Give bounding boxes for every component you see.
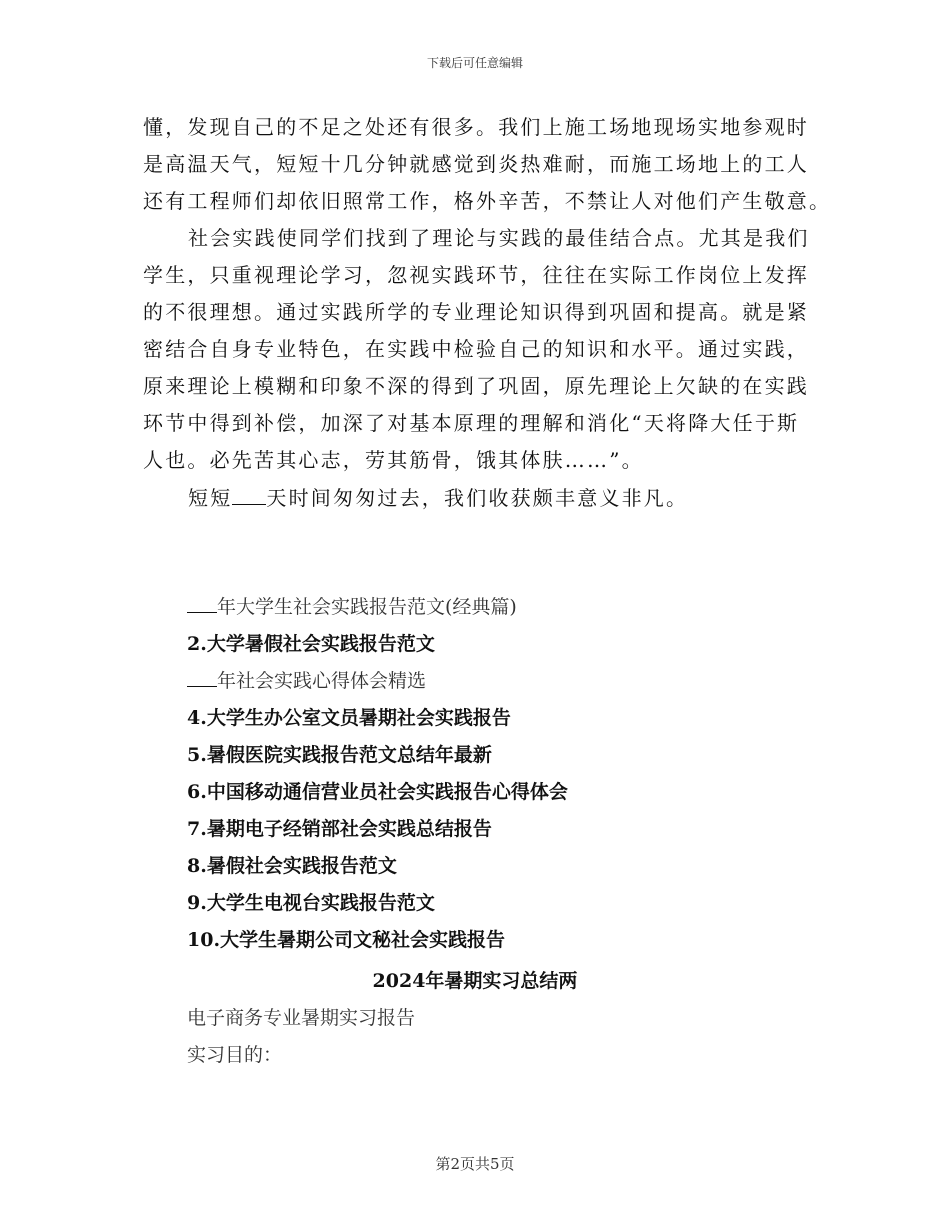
list-item[interactable]: 9.大学生电视台实践报告范文: [187, 892, 435, 914]
list-item[interactable]: 5.暑假医院实践报告范文总结年最新: [187, 744, 492, 766]
body-line: 学生，只重视理论学习，忽视实践环节，往往在实际工作岗位上发挥: [143, 263, 809, 287]
body-line: 人也。必先苦其心志，劳其筋骨，饿其体肤……”。: [143, 448, 644, 472]
line-suffix: 天时间匆匆过去，我们收获颇丰意义非凡。: [266, 486, 689, 510]
page-number: 第2页共5页: [435, 1155, 515, 1173]
body-line: 社会实践使同学们找到了理论与实践的最佳结合点。尤其是我们: [188, 226, 810, 250]
list-item[interactable]: [187, 592, 517, 622]
list-item[interactable]: [187, 666, 426, 696]
list-item[interactable]: 7.暑期电子经销部社会实践总结报告: [187, 818, 492, 840]
list-item[interactable]: 4.大学生办公室文员暑期社会实践报告: [187, 707, 511, 729]
body-line: 是高温天气，短短十几分钟就感觉到炎热难耐，而施工场地上的工人: [143, 152, 809, 176]
list-item-label: 年社会实践心得体会精选: [217, 670, 427, 692]
line-prefix: 短短: [188, 486, 233, 510]
list-item[interactable]: 2.大学暑假社会实践报告范文: [187, 633, 435, 655]
list-item[interactable]: 6.中国移动通信营业员社会实践报告心得体会: [187, 781, 568, 803]
list-item[interactable]: 8.暑假社会实践报告范文: [187, 855, 397, 877]
section-title: 2024年暑期实习总结两: [372, 970, 578, 992]
body-line: 原来理论上模糊和印象不深的得到了巩固，原先理论上欠缺的在实践: [143, 374, 809, 398]
header-note: 下载后可任意编辑: [426, 56, 523, 70]
body-line: 环节中得到补偿，加深了对基本原理的理解和消化“天将降大任于斯: [143, 411, 800, 435]
body-line: 还有工程师们却依旧照常工作，格外辛苦，不禁让人对他们产生敬意。: [143, 189, 832, 213]
list-item-label: 年大学生社会实践报告范文(经典篇): [217, 596, 517, 618]
body-line: 懂，发现自己的不足之处还有很多。我们上施工场地现场实地参观时: [143, 115, 809, 139]
body-line: [188, 481, 688, 515]
blank-underline: [187, 686, 217, 687]
purpose-label: 实习目的：: [187, 1044, 283, 1066]
blank-underline: [232, 504, 266, 505]
blank-underline: [187, 612, 217, 613]
list-item[interactable]: 10.大学生暑期公司文秘社会实践报告: [187, 929, 506, 951]
body-line: 的不很理想。通过实践所学的专业理论知识得到巩固和提高。就是紧: [143, 300, 809, 324]
body-line: 密结合自身专业特色，在实践中检验自己的知识和水平。通过实践，: [143, 337, 809, 361]
section-subtitle: 电子商务专业暑期实习报告: [187, 1007, 416, 1029]
